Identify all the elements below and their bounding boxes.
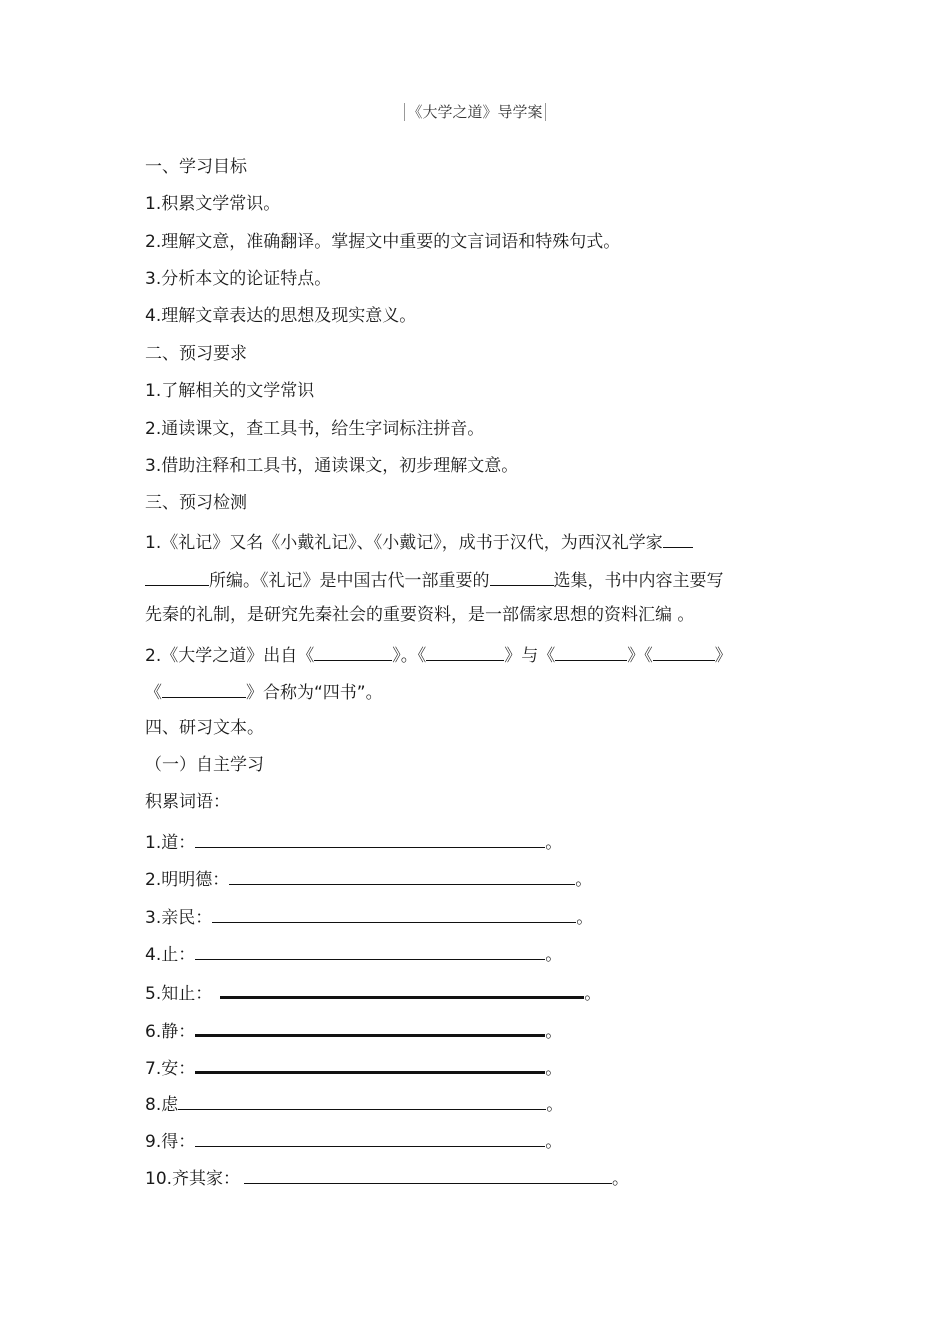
answer-blank[interactable]: [195, 1053, 545, 1074]
term-item: 7.安： 。: [145, 1053, 562, 1080]
answer-blank[interactable]: [220, 978, 584, 999]
answer-blank[interactable]: [244, 1165, 612, 1184]
question-1-line-1: 1.《礼记》又名《小戴礼记》、《小戴记》，成书于汉代，为西汉礼学家: [145, 529, 693, 554]
answer-blank[interactable]: [145, 567, 209, 586]
question-1-line-2: 所编。《礼记》是中国古代一部重要的 选集，书中内容主要写: [145, 567, 724, 592]
answer-blank[interactable]: [426, 642, 504, 661]
question-1-line-3: 先秦的礼制，是研究先秦社会的重要资料，是一部儒家思想的资料汇编 。: [145, 605, 695, 625]
prep-item-2: 2.通读课文，查工具书，给生字词标注拼音。: [145, 419, 485, 439]
answer-blank[interactable]: [195, 829, 545, 848]
goal-item-4: 4.理解文章表达的思想及现实意义。: [145, 306, 417, 326]
goal-item-1: 1.积累文学常识。: [145, 194, 281, 214]
term-item: 6.静： 。: [145, 1016, 562, 1043]
goal-item-3: 3.分析本文的论证特点。: [145, 269, 332, 289]
prep-item-3: 3.借助注释和工具书，通读课文，初步理解文意。: [145, 456, 519, 476]
answer-blank[interactable]: [229, 866, 575, 885]
question-2-line-1: 2.《大学之道》出自《 》。《 》与《 》《 》: [145, 642, 732, 667]
answer-blank[interactable]: [663, 529, 693, 548]
term-item: 3.亲民： 。: [145, 904, 593, 929]
answer-blank[interactable]: [195, 941, 545, 960]
answer-blank[interactable]: [314, 642, 392, 661]
term-item: 2.明明德： 。: [145, 866, 592, 891]
question-2-line-2: 《 》合称为“四书”。: [145, 679, 383, 704]
answer-blank[interactable]: [195, 1016, 545, 1037]
answer-blank[interactable]: [653, 642, 715, 661]
vocab-label: 积累词语：: [145, 792, 230, 812]
term-item: 4.止： 。: [145, 941, 562, 966]
subsection-heading: （一）自主学习: [145, 755, 264, 775]
answer-blank[interactable]: [162, 679, 246, 698]
section-2-heading: 二、预习要求: [145, 344, 247, 364]
prep-item-1: 1.了解相关的文学常识: [145, 381, 315, 401]
answer-blank[interactable]: [490, 567, 554, 586]
section-4-heading: 四、研习文本。: [145, 718, 264, 738]
section-3-heading: 三、预习检测: [145, 493, 247, 513]
term-item: 9.得： 。: [145, 1128, 562, 1153]
term-item: 1.道： 。: [145, 829, 562, 854]
section-1-heading: 一、学习目标: [145, 157, 247, 177]
term-item: 10.齐其家： 。: [145, 1165, 629, 1190]
term-item: 8.虑 。: [145, 1091, 563, 1116]
term-item: 5.知止： 。: [145, 978, 601, 1005]
document-title: 《大学之道》导学案: [0, 101, 950, 122]
answer-blank[interactable]: [178, 1091, 546, 1110]
answer-blank[interactable]: [212, 904, 576, 923]
answer-blank[interactable]: [555, 642, 627, 661]
answer-blank[interactable]: [195, 1128, 545, 1147]
goal-item-2: 2.理解文意，准确翻译。掌握文中重要的文言词语和特殊句式。: [145, 232, 621, 252]
